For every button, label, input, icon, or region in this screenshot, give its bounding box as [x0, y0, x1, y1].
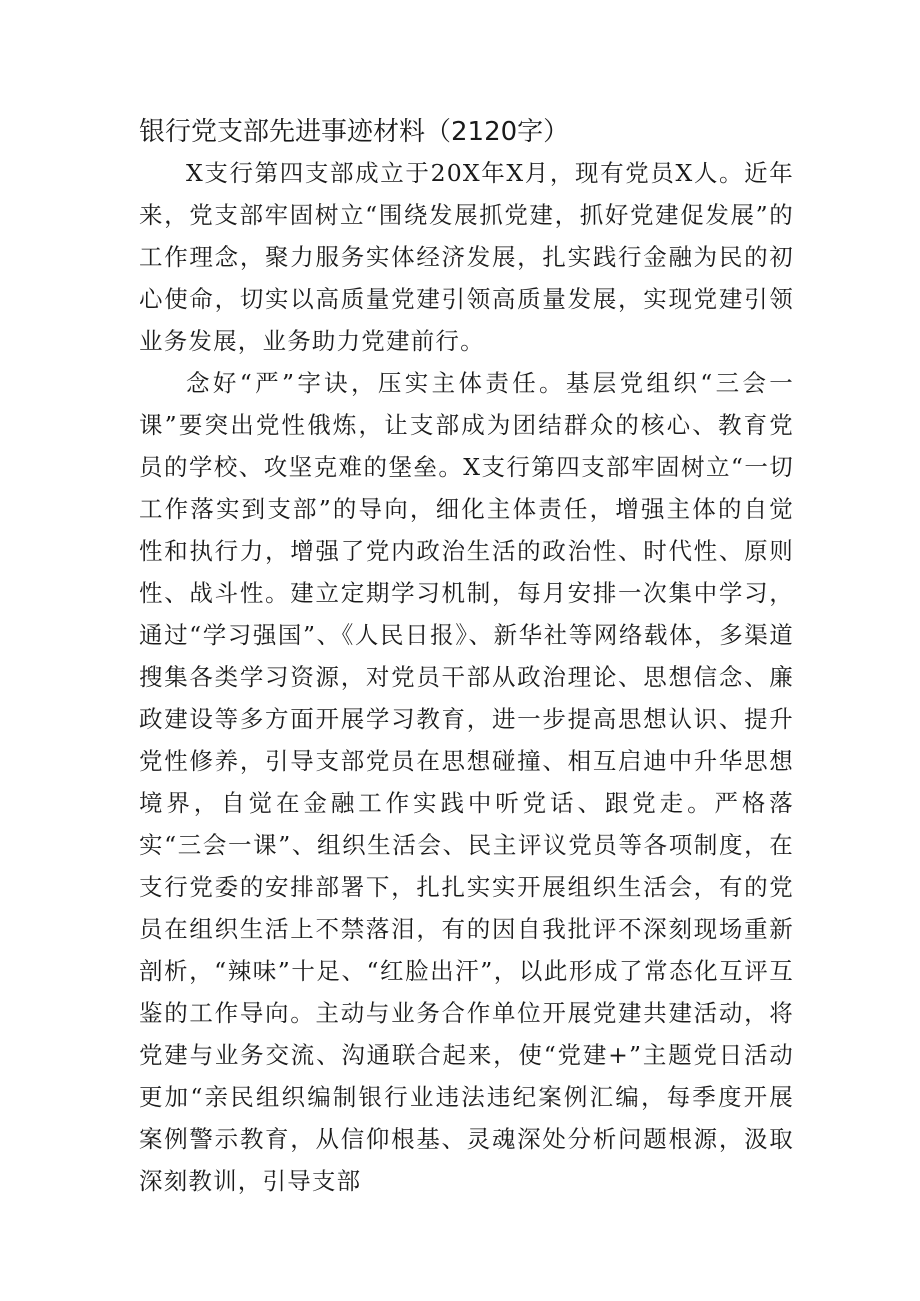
paragraph-intro: X支行第四支部成立于20X年X月，现有党员X人。近年来，党支部牢固树立“围绕发展抓党建，抓好党建促发展”的工作理念，聚力服务实体经济发展，扎实践行金融为民的初心使命，切实以高质量党建引领高质量发展，实现党建引领业务发展，业务助力党建前行。: [139, 159, 794, 355]
document-title: 银行党支部先进事迹材料（2120字）: [139, 117, 570, 147]
document-body: [139, 112, 794, 1202]
paragraph-responsibility: 念好“严”字诀，压实主体责任。基层党组织“三会一课”要突出党性俄炼，让支部成为团结群众的核心、教育党员的学校、攻坚克难的堡垒。X支行第四支部牢固树立“一切工作落实到支部”的导向，细化主体责任，增强主体的自觉性和执行力，增强了党内政治生活的政治性、时代性、原则性、战斗性。建立定期学习机制，每月安排一次集中学习，通过“学习强国”、《人民日报》、新华社等网络载体，多渠道搜集各类学习资源，对党员干部从政治理论、思想信念、廉政建设等多方面开展学习教育，进一步提高思想认识、提升党性修养，引导支部党员在思想碰撞、相互启迪中升华思想境界，自觉在金融工作实践中听党话、跟党走。严格落实“三会一课”、组织生活会、民主评议党员等各项制度，在支行党委的安排部署下，扎扎实实开展组织生活会，有的党员在组织生活上不禁落泪，有的因自我批评不深刻现场重新剖析，“辣味”十足、“红脸出汗”，以此形成了常态化互评互鉴的工作导向。主动与业务合作单位开展党建共建活动，将党建与业务交流、沟通联合起来，使“党建+”主题党日活动更加“亲民组织编制银行业违法违纪案例汇编，每季度开展案例警示教育，从信仰根基、灵魂深处分析问题根源，汲取深刻教训，引导支部: [139, 369, 794, 1195]
